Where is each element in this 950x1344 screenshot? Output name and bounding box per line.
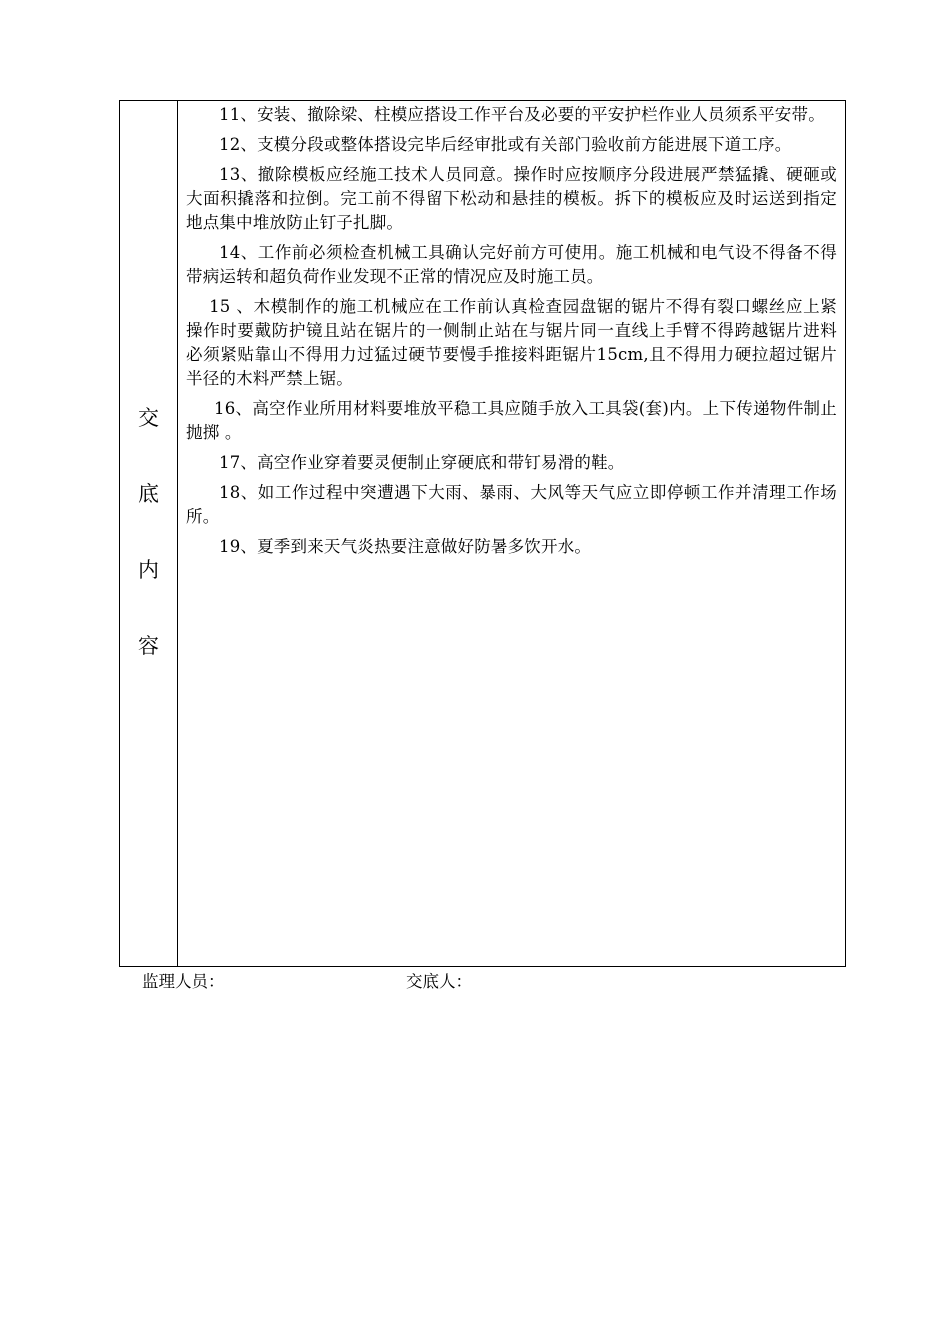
section-label-char: 内 [138, 558, 159, 582]
safety-item-12: 12、支模分段或整体搭设完毕后经审批或有关部门验收前方能进展下道工序。 [219, 135, 792, 154]
section-label-char: 交 [138, 406, 159, 430]
presenter-label: 交底人： [406, 972, 472, 991]
disclosure-table [119, 100, 846, 967]
safety-item-18: 18、如工作过程中突遭遇下大雨、暴雨、大风等天气应立即停顿工作并清理工作场所。 [186, 483, 837, 526]
safety-item-19: 19、夏季到来天气炎热要注意做好防暑多饮开水。 [219, 537, 592, 556]
section-label-cell [120, 101, 178, 966]
safety-item-17: 17、高空作业穿着要灵便制止穿硬底和带钉易滑的鞋。 [219, 453, 625, 472]
section-label-char: 容 [138, 634, 159, 658]
section-label [120, 406, 177, 710]
supervisor-label: 监理人员： [142, 972, 225, 991]
safety-item-11: 11、安装、撤除梁、柱模应搭设工作平台及必要的平安护栏作业人员须系平安带。 [219, 105, 825, 124]
safety-item-15: 15 、木模制作的施工机械应在工作前认真检查园盘锯的锯片不得有裂口螺丝应上紧操作时要戴防护镜且站在锯片的一侧制止站在与锯片同一直线上手臂不得跨越锯片进料必须紧贴靠山不得用力过猛过硬节要慢手推接料距锯片15cm,且不得用力硬拉超过锯片半径的木料严禁上锯。 [186, 297, 837, 388]
content-cell [178, 101, 845, 966]
safety-item-16: 16、高空作业所用材料要堆放平稳工具应随手放入工具袋(套)内。上下传递物件制止抛掷 。 [186, 399, 837, 442]
safety-item-14: 14、工作前必须检查机械工具确认完好前方可使用。施工机械和电气设不得备不得带病运转和超负荷作业发现不正常的情况应及时施工员。 [186, 243, 837, 286]
signature-footer [142, 970, 842, 996]
safety-item-13: 13、撤除模板应经施工技术人员同意。操作时应按顺序分段进展严禁猛撬、硬砸或大面积撬落和拉倒。完工前不得留下松动和悬挂的模板。拆下的模板应及时运送到指定地点集中堆放防止钉子扎脚。 [186, 165, 837, 232]
section-label-char: 底 [138, 482, 159, 506]
